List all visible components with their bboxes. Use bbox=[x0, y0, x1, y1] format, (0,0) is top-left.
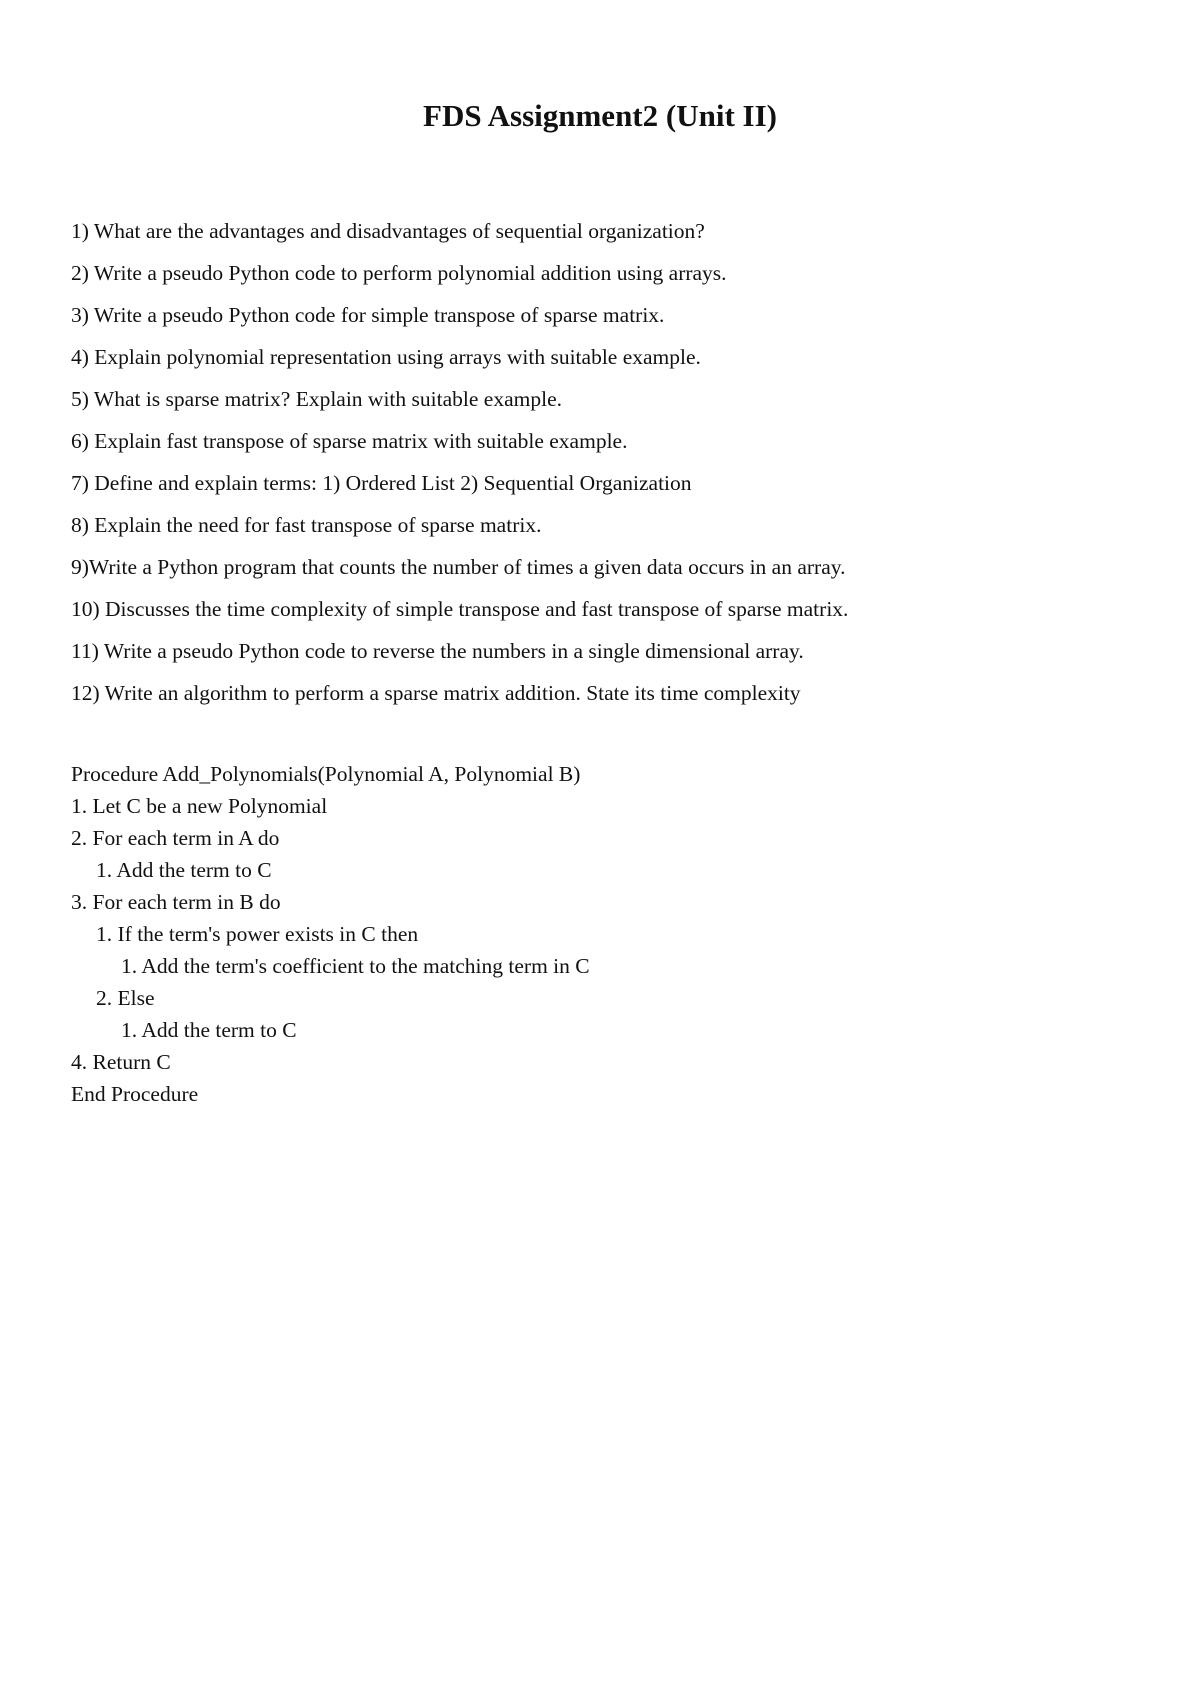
question-item: 8) Explain the need for fast transpose of sparse matrix. bbox=[71, 513, 542, 537]
page-title: FDS Assignment2 (Unit II) bbox=[423, 98, 777, 133]
procedure-line: 2. Else bbox=[96, 986, 155, 1010]
question-item: 10) Discusses the time complexity of simple transpose and fast transpose of sparse matrix. bbox=[71, 597, 849, 621]
question-item: 5) What is sparse matrix? Explain with suitable example. bbox=[71, 387, 562, 411]
procedure-line: 2. For each term in A do bbox=[71, 826, 280, 850]
procedure-line: 3. For each term in B do bbox=[71, 890, 281, 914]
procedure-block bbox=[71, 758, 590, 1110]
procedure-line: 1. Let C be a new Polynomial bbox=[71, 794, 328, 818]
procedure-line: 4. Return C bbox=[71, 1050, 171, 1074]
question-item: 12) Write an algorithm to perform a sparse matrix addition. State its time complexity bbox=[71, 681, 801, 705]
question-item: 2) Write a pseudo Python code to perform polynomial addition using arrays. bbox=[71, 261, 727, 285]
procedure-line: 1. Add the term to C bbox=[121, 1018, 297, 1042]
question-item: 9)Write a Python program that counts the number of times a given data occurs in an array. bbox=[71, 555, 846, 579]
question-item: 3) Write a pseudo Python code for simple transpose of sparse matrix. bbox=[71, 303, 665, 327]
question-list bbox=[71, 210, 848, 714]
procedure-line: 1. Add the term's coefficient to the matching term in C bbox=[121, 954, 590, 978]
question-item: 7) Define and explain terms: 1) Ordered List 2) Sequential Organization bbox=[71, 471, 692, 495]
question-item: 11) Write a pseudo Python code to reverse the numbers in a single dimensional array. bbox=[71, 639, 804, 663]
question-item: 1) What are the advantages and disadvantages of sequential organization? bbox=[71, 219, 705, 243]
procedure-line: 1. If the term's power exists in C then bbox=[96, 922, 419, 946]
question-item: 6) Explain fast transpose of sparse matrix with suitable example. bbox=[71, 429, 628, 453]
question-item: 4) Explain polynomial representation using arrays with suitable example. bbox=[71, 345, 701, 369]
procedure-line: 1. Add the term to C bbox=[96, 858, 272, 882]
procedure-line: Procedure Add_Polynomials(Polynomial A, Polynomial B) bbox=[71, 762, 581, 786]
procedure-line: End Procedure bbox=[71, 1082, 199, 1106]
